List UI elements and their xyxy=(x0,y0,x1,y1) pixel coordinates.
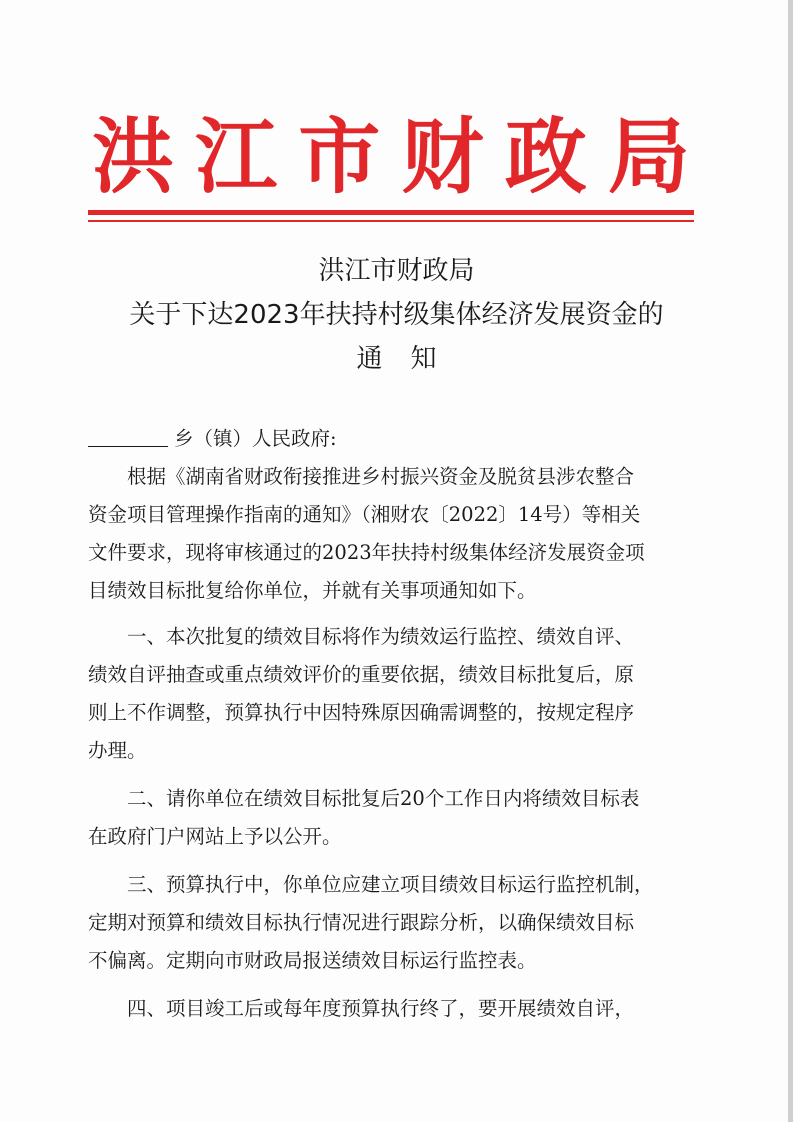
paragraph-1-line: 根据《湖南省财政衔接推进乡村振兴资金及脱贫县涉农整合 xyxy=(127,465,635,488)
letterhead-char: 政 xyxy=(504,109,587,205)
paragraph-2-line: 一、本次批复的绩效目标将作为绩效运行监控、绩效自评、 xyxy=(127,625,635,648)
paragraph-3-line: 在政府门户网站上予以公开。 xyxy=(88,825,342,848)
paragraph-2-line: 办理。 xyxy=(88,739,147,762)
paragraph-5-line: 四、项目竣工后或每年度预算执行终了，要开展绩效自评， xyxy=(127,997,635,1020)
paragraph-4-line: 三、预算执行中，你单位应建立项目绩效目标运行监控机制， xyxy=(127,873,654,896)
paragraph-1-line: 资金项目管理操作指南的通知》（湘财农〔2022〕14号）等相关 xyxy=(88,503,641,526)
paragraph-4-line: 不偏离。定期向市财政局报送绩效目标运行监控表。 xyxy=(88,949,537,972)
document-title-line-2: 关于下达2023年扶持村级集体经济发展资金的 xyxy=(129,300,664,330)
paragraph-3-line: 二、请你单位在绩效目标批复后20个工作日内将绩效目标表 xyxy=(127,787,640,810)
letterhead xyxy=(88,109,694,205)
scan-edge xyxy=(788,0,793,1122)
document-title-line-3: 通知 xyxy=(356,344,465,374)
paragraph-4-line: 定期对预算和绩效目标执行情况进行跟踪分析，以确保绩效目标 xyxy=(88,911,635,934)
document-title-line-1: 洪江市财政局 xyxy=(318,256,475,286)
letterhead-char: 市 xyxy=(298,109,381,205)
addressee-text: 乡（镇）人民政府: xyxy=(174,427,337,450)
letterhead-char: 洪 xyxy=(91,109,174,205)
paragraph-2-line: 绩效自评抽查或重点绩效评价的重要依据，绩效目标批复后，原 xyxy=(88,663,635,686)
letterhead-rule-thick xyxy=(88,210,694,215)
paragraph-2-line: 则上不作调整，预算执行中因特殊原因确需调整的，按规定程序 xyxy=(88,701,635,724)
letterhead-char: 江 xyxy=(195,109,278,205)
letterhead-char: 财 xyxy=(401,109,484,205)
addressee xyxy=(88,424,337,454)
addressee-blank xyxy=(88,426,168,447)
letterhead-rule-thin xyxy=(88,220,694,222)
paragraph-1-line: 目绩效目标批复给你单位，并就有关事项通知如下。 xyxy=(88,579,537,602)
letterhead-char: 局 xyxy=(607,109,690,205)
paragraph-1-line: 文件要求，现将审核通过的2023年扶持村级集体经济发展资金项 xyxy=(88,541,645,564)
